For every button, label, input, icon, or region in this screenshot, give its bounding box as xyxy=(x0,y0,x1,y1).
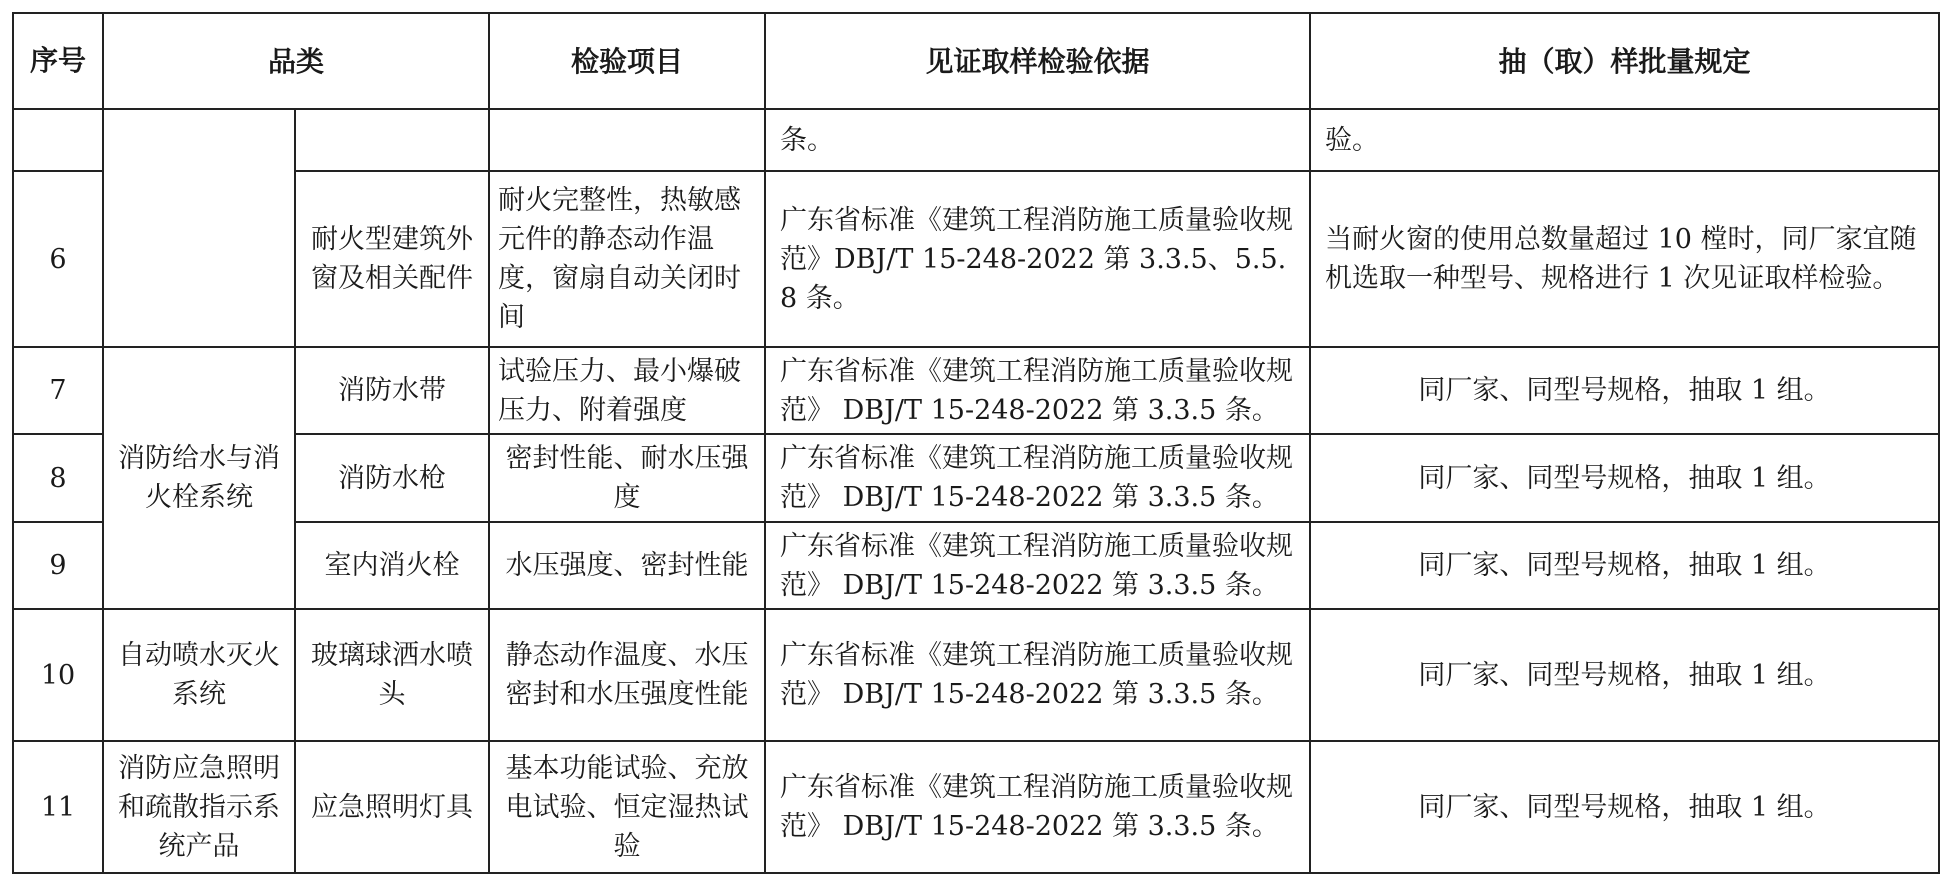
cell-batch: 同厂家、同型号规格，抽取 1 组。 xyxy=(1310,609,1939,741)
cell-basis: 广东省标准《建筑工程消防施工质量验收规范》 DBJ/T 15-248-2022 第 3.3.5 条。 xyxy=(765,347,1310,434)
cell-seq xyxy=(13,109,103,171)
table-row xyxy=(13,741,1939,873)
header-category: 品类 xyxy=(103,13,489,109)
header-basis: 见证取样检验依据 xyxy=(765,13,1310,109)
cell-product: 室内消火栓 xyxy=(295,522,489,609)
cell-items: 耐火完整性，热敏感元件的静态动作温度，窗扇自动关闭时间 xyxy=(489,171,765,347)
cell-items xyxy=(489,109,765,171)
cell-batch: 验。 xyxy=(1310,109,1939,171)
cell-basis: 广东省标准《建筑工程消防施工质量验收规范》 DBJ/T 15-248-2022 第 3.3.5 条。 xyxy=(765,609,1310,741)
cell-batch: 同厂家、同型号规格，抽取 1 组。 xyxy=(1310,741,1939,873)
cell-group: 自动喷水灭火系统 xyxy=(103,609,295,741)
cell-seq: 7 xyxy=(13,347,103,434)
cell-items: 试验压力、最小爆破压力、附着强度 xyxy=(489,347,765,434)
cell-group: 消防应急照明和疏散指示系统产品 xyxy=(103,741,295,873)
table-row xyxy=(13,347,1939,434)
header-items: 检验项目 xyxy=(489,13,765,109)
cell-batch: 同厂家、同型号规格，抽取 1 组。 xyxy=(1310,522,1939,609)
cell-batch: 同厂家、同型号规格，抽取 1 组。 xyxy=(1310,434,1939,522)
cell-product: 应急照明灯具 xyxy=(295,741,489,873)
cell-items: 静态动作温度、水压密封和水压强度性能 xyxy=(489,609,765,741)
table-row xyxy=(13,171,1939,347)
table-row xyxy=(13,109,1939,171)
cell-items: 密封性能、耐水压强度 xyxy=(489,434,765,522)
table-row xyxy=(13,434,1939,522)
cell-product: 消防水枪 xyxy=(295,434,489,522)
table-header-row xyxy=(13,13,1939,109)
cell-seq: 11 xyxy=(13,741,103,873)
cell-items: 基本功能试验、充放电试验、恒定湿热试验 xyxy=(489,741,765,873)
cell-basis: 广东省标准《建筑工程消防施工质量验收规范》 DBJ/T 15-248-2022 第 3.3.5 条。 xyxy=(765,522,1310,609)
table-row xyxy=(13,609,1939,741)
inspection-table xyxy=(12,12,1940,874)
cell-group xyxy=(103,109,295,347)
cell-group: 消防给水与消火栓系统 xyxy=(103,347,295,609)
cell-basis: 广东省标准《建筑工程消防施工质量验收规范》 DBJ/T 15-248-2022 第 3.3.5 条。 xyxy=(765,434,1310,522)
header-batch: 抽（取）样批量规定 xyxy=(1310,13,1939,109)
cell-items: 水压强度、密封性能 xyxy=(489,522,765,609)
cell-product: 消防水带 xyxy=(295,347,489,434)
cell-basis: 条。 xyxy=(765,109,1310,171)
cell-product xyxy=(295,109,489,171)
cell-basis: 广东省标准《建筑工程消防施工质量验收规范》 DBJ/T 15-248-2022 第 3.3.5 条。 xyxy=(765,741,1310,873)
cell-batch: 同厂家、同型号规格，抽取 1 组。 xyxy=(1310,347,1939,434)
table-row xyxy=(13,522,1939,609)
cell-batch: 当耐火窗的使用总数量超过 10 樘时，同厂家宜随机选取一种型号、规格进行 1 次见证取样检验。 xyxy=(1310,171,1939,347)
inspection-table-wrapper xyxy=(12,12,1938,874)
cell-product: 耐火型建筑外窗及相关配件 xyxy=(295,171,489,347)
cell-seq: 8 xyxy=(13,434,103,522)
cell-basis: 广东省标准《建筑工程消防施工质量验收规范》DBJ/T 15-248-2022 第 3.3.5、5.5.8 条。 xyxy=(765,171,1310,347)
header-seq: 序号 xyxy=(13,13,103,109)
cell-seq: 9 xyxy=(13,522,103,609)
cell-seq: 6 xyxy=(13,171,103,347)
cell-product: 玻璃球洒水喷头 xyxy=(295,609,489,741)
cell-seq: 10 xyxy=(13,609,103,741)
